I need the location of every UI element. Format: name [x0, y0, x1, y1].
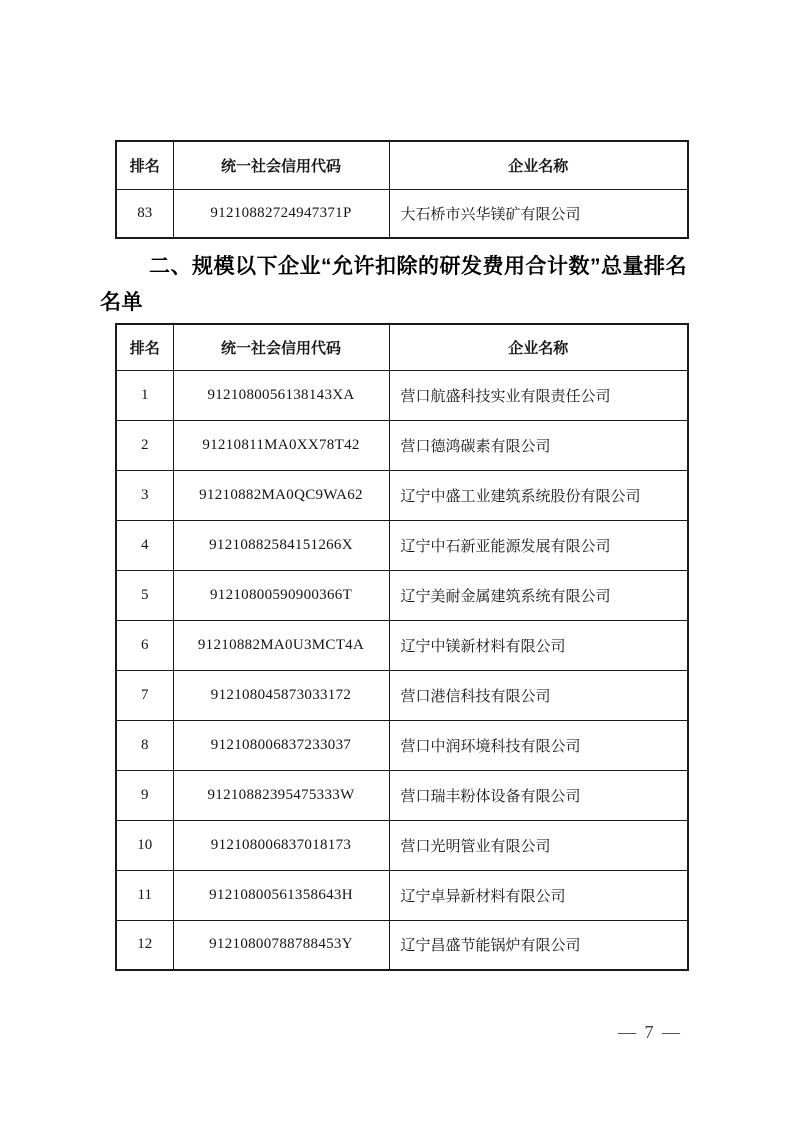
rank-cell: 2 [116, 420, 173, 470]
table-row [116, 370, 688, 420]
header-rank: 排名 [116, 141, 173, 189]
section-heading [100, 249, 712, 321]
header-enterprise-name: 企业名称 [389, 324, 688, 370]
table-row [116, 570, 688, 620]
table-row [116, 520, 688, 570]
section-heading-line2: 名单 [100, 291, 143, 314]
header-credit-code: 统一社会信用代码 [173, 324, 389, 370]
table-row [116, 920, 688, 970]
enterprise-name-cell: 营口光明管业有限公司 [389, 820, 688, 870]
credit-code-cell: 912108006837018173 [173, 820, 389, 870]
table-row [116, 189, 688, 238]
section-heading-line1: 二、规模以下企业“允许扣除的研发费用合计数”总量排名 [149, 255, 687, 278]
enterprise-name-cell: 营口中润环境科技有限公司 [389, 720, 688, 770]
table-header-row [116, 324, 688, 370]
credit-code-cell: 91210800590900366T [173, 570, 389, 620]
rank-cell: 3 [116, 470, 173, 520]
rank-cell: 1 [116, 370, 173, 420]
enterprise-name-cell: 辽宁中盛工业建筑系统股份有限公司 [389, 470, 688, 520]
enterprise-name-cell: 辽宁中石新亚能源发展有限公司 [389, 520, 688, 570]
enterprise-name-cell: 辽宁昌盛节能锅炉有限公司 [389, 920, 688, 970]
enterprise-name-cell: 辽宁卓异新材料有限公司 [389, 870, 688, 920]
table-header-row [116, 141, 688, 189]
header-enterprise-name: 企业名称 [389, 141, 688, 189]
credit-code-cell: 912108006837233037 [173, 720, 389, 770]
rank-cell: 4 [116, 520, 173, 570]
credit-code-cell: 91210882584151266X [173, 520, 389, 570]
credit-code-cell: 91210882395475333W [173, 770, 389, 820]
table-row [116, 620, 688, 670]
credit-code-cell: 91210811MA0XX78T42 [173, 420, 389, 470]
table-rank-main [115, 323, 689, 971]
rank-cell: 12 [116, 920, 173, 970]
rank-cell: 10 [116, 820, 173, 870]
credit-code-cell: 9121080056138143XA [173, 370, 389, 420]
table-row [116, 420, 688, 470]
table-row [116, 720, 688, 770]
enterprise-name-cell: 辽宁美耐金属建筑系统有限公司 [389, 570, 688, 620]
table-rank-continuation [115, 140, 689, 239]
credit-code-cell: 91210882MA0QC9WA62 [173, 470, 389, 520]
rank-cell: 83 [116, 189, 173, 238]
table-row [116, 870, 688, 920]
rank-cell: 8 [116, 720, 173, 770]
page-number: — 7 — [618, 1022, 682, 1042]
enterprise-name-cell: 营口港信科技有限公司 [389, 670, 688, 720]
rank-cell: 5 [116, 570, 173, 620]
credit-code-cell: 912108045873033172 [173, 670, 389, 720]
credit-code-cell: 91210882724947371P [173, 189, 389, 238]
rank-table-top [115, 140, 689, 239]
credit-code-cell: 91210800561358643H [173, 870, 389, 920]
rank-cell: 7 [116, 670, 173, 720]
table-row [116, 770, 688, 820]
enterprise-name-cell: 辽宁中镁新材料有限公司 [389, 620, 688, 670]
rank-table-main [115, 323, 689, 971]
table-row [116, 670, 688, 720]
enterprise-name-cell: 营口德鸿碳素有限公司 [389, 420, 688, 470]
rank-cell: 9 [116, 770, 173, 820]
header-rank: 排名 [116, 324, 173, 370]
credit-code-cell: 91210800788788453Y [173, 920, 389, 970]
enterprise-name-cell: 大石桥市兴华镁矿有限公司 [389, 189, 688, 238]
enterprise-name-cell: 营口瑞丰粉体设备有限公司 [389, 770, 688, 820]
rank-cell: 6 [116, 620, 173, 670]
enterprise-name-cell: 营口航盛科技实业有限责任公司 [389, 370, 688, 420]
header-credit-code: 统一社会信用代码 [173, 141, 389, 189]
rank-cell: 11 [116, 870, 173, 920]
table-row [116, 820, 688, 870]
credit-code-cell: 91210882MA0U3MCT4A [173, 620, 389, 670]
table-row [116, 470, 688, 520]
